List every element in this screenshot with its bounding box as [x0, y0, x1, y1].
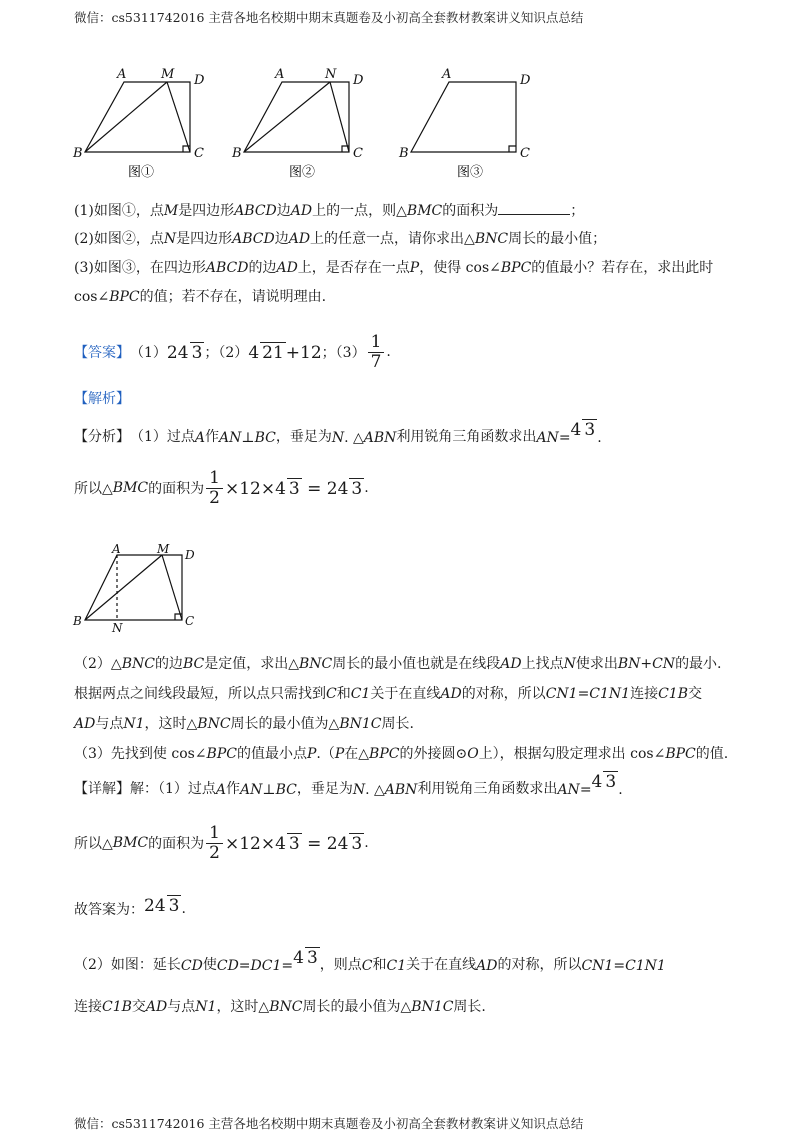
figure-1	[85, 82, 190, 152]
label-N: N	[325, 67, 337, 82]
label-A: A	[117, 67, 127, 82]
answer-line: 【答案】 （1） 24 3 ；（2） 4 21 +12 ；（3） $\frac{1}{7}$ .	[74, 331, 391, 372]
analysis-tag: 【解析】	[74, 391, 130, 407]
fenxi-line-2: 所以△ BMC 的面积为 $\frac{1}{2}$ ×12×4 3 = 24 3 .	[74, 467, 369, 508]
page-header: 微信：cs5311742016 主营各地名校期中期末真题卷及小初高全套教材教案讲义知识点总结	[74, 10, 584, 25]
part2-line-3: AD与点N1，这时△BNC周长的最小值为△BN1C周长.	[74, 716, 414, 732]
detail-line-2: 所以△ BMC 的面积为 $\frac{1}{2}$ ×12×4 3 = 24 3 .	[74, 822, 369, 863]
label-D: D	[353, 73, 364, 88]
label-A: A	[112, 543, 121, 556]
label-C: C	[185, 614, 195, 628]
figure-3-labels	[398, 67, 531, 161]
label-M: M	[161, 67, 175, 82]
detail-line-1: 【详解】 解：（1）过点 A 作 AN ⊥ BC ，垂足为 N . △ ABN 利用锐角三角函数求出 AN = 4 3 .	[74, 772, 623, 798]
label-C: C	[194, 146, 204, 161]
detail-line-5: 连接C1B交AD与点N1，这时△BNC周长的最小值为△BN1C周长.	[74, 999, 486, 1015]
answer-blank	[498, 202, 570, 215]
question-2: (2)如图②，点N是四边形ABCD边AD上的任意一点，请你求出△BNC周长的最小值；	[74, 231, 607, 247]
caption-fig1: 图①	[128, 165, 155, 180]
page-footer: 微信：cs5311742016 主营各地名校期中期末真题卷及小初高全套教材教案讲义知识点总结	[74, 1116, 584, 1131]
detail-line-4: （2）如图：延长 CD 使 CD = DC1 = 4 3 ，则点 C 和 C1 关于在直线 AD 的对称，所以 CN1 = C1N1	[74, 948, 666, 974]
question-3-cont: cos∠BPC的值；若不存在，请说明理由.	[74, 289, 327, 305]
caption-fig2: 图②	[289, 165, 316, 180]
caption-fig3: 图③	[457, 165, 484, 180]
label-M: M	[157, 543, 170, 556]
label-A: A	[442, 67, 452, 82]
figure-2	[244, 82, 349, 152]
part2-line-2: 根据两点之间线段最短，所以点只需找到C和C1关于在直线AD的对称，所以CN1=C1N1连接C1B交	[74, 686, 702, 702]
part3-line-1: （3）先找到使 cos∠BPC的值最小点P.（P在△BPC的外接圆⊙O上），根据勾股定理求出 cos∠BPC的值.	[74, 746, 729, 762]
label-N: N	[112, 621, 123, 633]
label-B: B	[73, 614, 82, 628]
label-B: B	[232, 146, 242, 161]
fenxi-line-1: 【分析】 （1）过点 A 作 AN ⊥ BC ，垂足为 N . △ ABN 利用锐角三角函数求出 AN = 4 3 .	[74, 420, 602, 446]
label-C: C	[353, 146, 363, 161]
label-B: B	[73, 146, 83, 161]
question-3: (3)如图③，在四边形ABCD的边AD上，是否存在一点P，使得 cos∠BPC的值最小？若存在，求出此时	[74, 260, 714, 276]
label-D: D	[194, 73, 205, 88]
figure-1-labels	[72, 67, 205, 161]
question-1: (1)如图①，点M是四边形ABCD边AD上的一点，则△BMC的面积为 ；	[74, 203, 585, 219]
label-A: A	[275, 67, 285, 82]
analysis-figure	[70, 543, 210, 633]
figure-3	[411, 82, 516, 152]
label-B: B	[399, 146, 409, 161]
label-D: D	[185, 548, 195, 562]
detail-line-3: 故答案为： 24 3 .	[74, 895, 186, 918]
label-D: D	[520, 73, 531, 88]
label-C: C	[520, 146, 530, 161]
part2-line-1: （2）△BNC的边BC是定值，求出△BNC周长的最小值也就是在线段AD上找点N使求出BN+CN的最小.	[74, 656, 722, 672]
